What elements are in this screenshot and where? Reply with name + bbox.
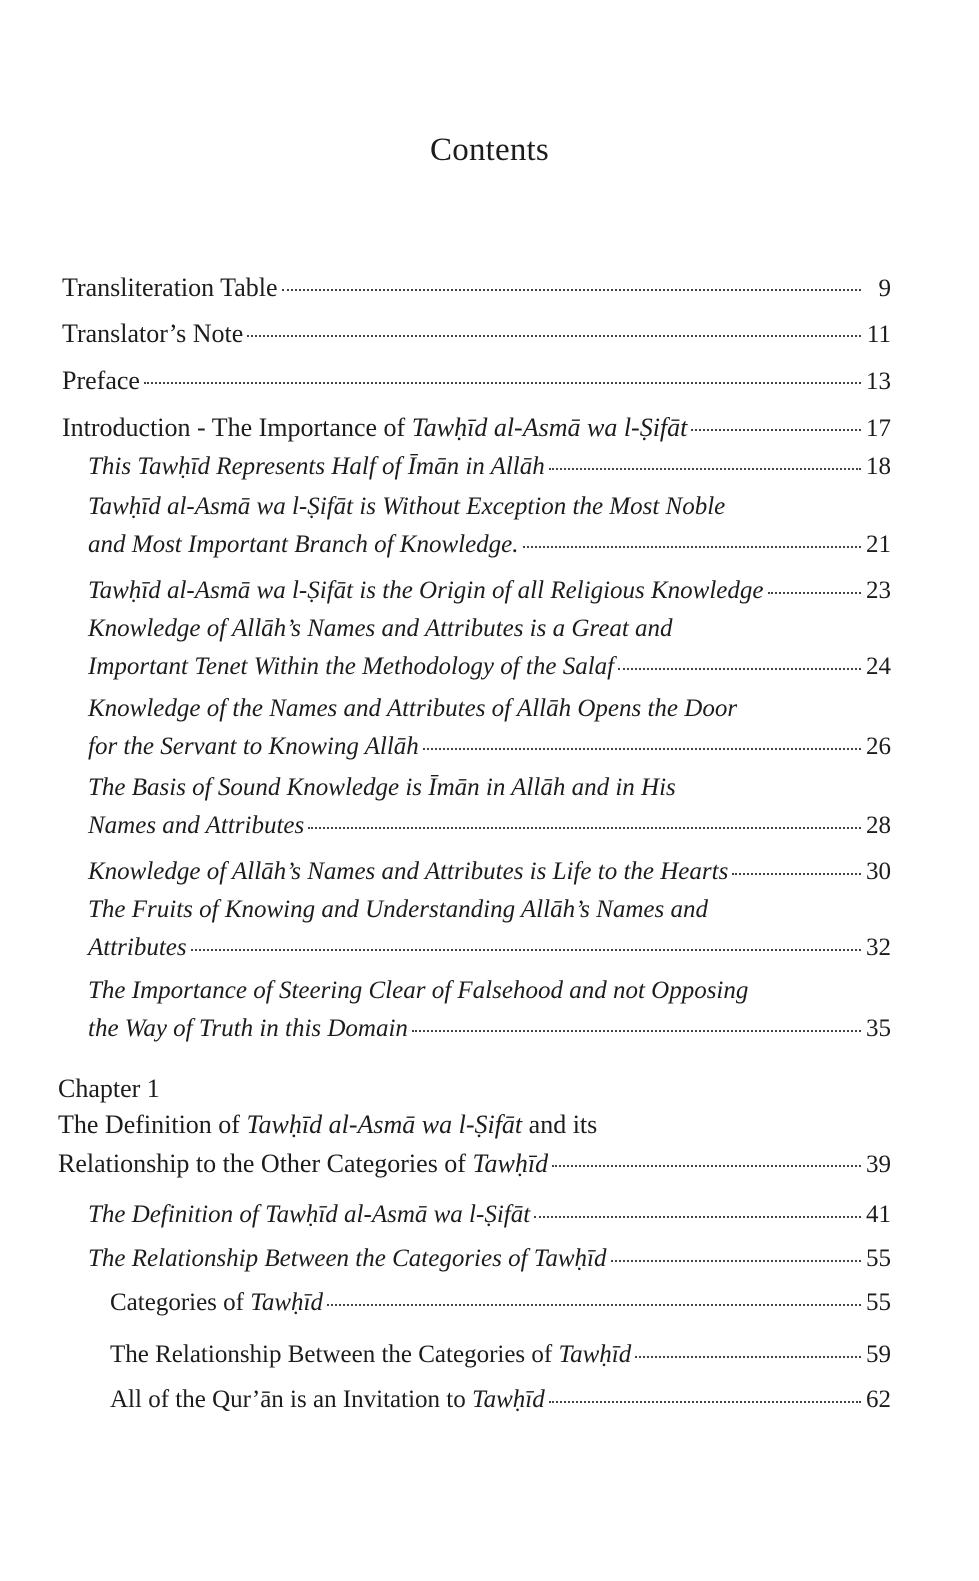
- toc-entry-label: [110, 1386, 545, 1414]
- leader-dots: [635, 1337, 861, 1362]
- toc-entry-page: 41: [866, 1201, 891, 1228]
- label-text: Categories of: [110, 1289, 251, 1316]
- toc-subentry[interactable]: [88, 493, 891, 559]
- toc-entry-page: 18: [866, 453, 891, 480]
- toc-entry-transliteration-table[interactable]: [62, 270, 891, 303]
- chapter-number: Chapter 1: [58, 1074, 160, 1103]
- label-italic-term: Tawḥīd: [472, 1149, 549, 1178]
- toc-entry-label-line1: Tawḥīd al-Asmā wa l-Ṣifāt is Without Exception the Most Noble: [88, 493, 726, 520]
- toc-entry-page: 13: [866, 368, 891, 395]
- toc-subentry[interactable]: [88, 977, 891, 1043]
- toc-entry-label-line1: Knowledge of Allāh’s Names and Attributes is a Great and: [88, 615, 673, 642]
- toc-entry-page: 59: [866, 1341, 891, 1368]
- chapter-title-line2: [58, 1149, 548, 1179]
- leader-dots: [282, 270, 861, 296]
- leader-dots: [618, 649, 861, 674]
- toc-subsubentry[interactable]: [110, 1337, 891, 1369]
- toc-entry-label: [110, 1341, 631, 1369]
- toc-entry-page: 11: [866, 321, 891, 348]
- toc-entry-page: 62: [866, 1386, 891, 1413]
- toc-subentry[interactable]: [88, 854, 891, 886]
- toc-entry-label: [62, 413, 687, 443]
- toc-entry-translators-note[interactable]: [62, 316, 891, 349]
- label-text: The Definition of: [58, 1110, 247, 1139]
- leader-dots: [191, 930, 861, 955]
- toc-subentry[interactable]: [88, 1241, 891, 1273]
- toc-subsubentry[interactable]: [110, 1382, 891, 1414]
- toc-subentry[interactable]: [88, 695, 891, 761]
- toc-entry-label: This Tawḥīd Represents Half of Īmān in Allāh: [88, 453, 545, 480]
- leader-dots: [423, 729, 861, 754]
- leader-dots: [611, 1241, 862, 1266]
- toc-entry-label-line2: Important Tenet Within the Methodology of the Salaf: [88, 653, 615, 680]
- toc-entry-page: 55: [866, 1289, 891, 1316]
- toc-entry-page: 24: [866, 653, 891, 680]
- toc-entry-label: Preface: [62, 366, 140, 395]
- leader-dots: [691, 410, 861, 436]
- toc-entry-label: The Relationship Between the Categories of Tawḥīd: [88, 1245, 607, 1272]
- toc-subentry[interactable]: [88, 573, 891, 605]
- label-italic-term: Tawḥīd: [471, 1386, 545, 1413]
- label-text: All of the Qur’ān is an Invitation to: [110, 1386, 472, 1413]
- leader-dots: [534, 1197, 861, 1222]
- chapter-title-line1: [58, 1110, 891, 1140]
- toc-entry-page: 21: [866, 531, 891, 558]
- leader-dots: [327, 1285, 861, 1310]
- toc-entry-page: 39: [866, 1151, 891, 1178]
- leader-dots: [732, 854, 861, 879]
- toc-entry-label-line2: and Most Important Branch of Knowledge.: [88, 531, 519, 558]
- label-italic-term: Tawḥīd al-Asmā wa l-Ṣifāt: [246, 1110, 523, 1139]
- leader-dots: [552, 1146, 861, 1172]
- label-text: Relationship to the Other Categories of: [58, 1149, 473, 1178]
- toc-entry-page: 23: [866, 577, 891, 604]
- leader-dots: [549, 449, 861, 474]
- toc-subentry[interactable]: [88, 896, 891, 962]
- toc-entry-label: Tawḥīd al-Asmā wa l-Ṣifāt is the Origin of all Religious Knowledge: [88, 577, 764, 604]
- toc-subentry[interactable]: [88, 615, 891, 681]
- toc-entry-label-line2: for the Servant to Knowing Allāh: [88, 733, 419, 760]
- toc-entry-introduction[interactable]: [62, 410, 891, 443]
- toc-entry-label-line2: Names and Attributes: [88, 812, 305, 839]
- toc-entry-label: Knowledge of Allāh’s Names and Attributes is Life to the Hearts: [88, 858, 729, 885]
- toc-subsubentry[interactable]: [110, 1285, 891, 1317]
- leader-dots: [308, 808, 861, 833]
- toc-subentry[interactable]: [88, 449, 891, 481]
- label-text: Introduction - The Importance of: [62, 413, 412, 442]
- label-italic-term: Tawḥīd: [250, 1289, 323, 1316]
- toc-entry-label: Translator’s Note: [62, 319, 244, 348]
- label-italic-term: Tawḥīd: [558, 1341, 632, 1368]
- toc-entry-label-line1: The Importance of Steering Clear of Falsehood and not Opposing: [88, 977, 749, 1004]
- leader-dots: [523, 527, 861, 552]
- toc-entry-label: The Definition of Tawḥīd al-Asmā wa l-Ṣifāt: [88, 1201, 531, 1228]
- toc-entry-page: 17: [866, 415, 891, 442]
- toc-entry-page: 30: [866, 858, 891, 885]
- toc-subentry[interactable]: [88, 774, 891, 840]
- leader-dots: [412, 1011, 861, 1036]
- label-italic-term: Tawḥīd al-Asmā wa l-Ṣifāt: [411, 413, 688, 442]
- toc-entry-page: 9: [878, 275, 891, 302]
- leader-dots: [549, 1382, 861, 1407]
- label-text: The Relationship Between the Categories of: [110, 1341, 559, 1368]
- leader-dots: [768, 573, 862, 598]
- toc-subentry[interactable]: [88, 1197, 891, 1229]
- page-title: Contents: [430, 132, 549, 168]
- toc-entry-page: 55: [866, 1245, 891, 1272]
- toc-entry-label: Transliteration Table: [62, 273, 278, 302]
- toc-entry-page: 32: [866, 934, 891, 961]
- toc-entry-page: 26: [866, 733, 891, 760]
- toc-entry-label-line1: Knowledge of the Names and Attributes of Allāh Opens the Door: [88, 695, 738, 722]
- toc-entry-label-line2: the Way of Truth in this Domain: [88, 1015, 408, 1042]
- toc-entry-page: 35: [866, 1015, 891, 1042]
- chapter-1-heading[interactable]: [58, 1074, 891, 1179]
- leader-dots: [247, 316, 861, 342]
- leader-dots: [144, 363, 861, 389]
- toc-entry-label-line1: The Basis of Sound Knowledge is Īmān in Allāh and in His: [88, 774, 676, 801]
- toc-entry-label-line1: The Fruits of Knowing and Understanding Allāh’s Names and: [88, 896, 708, 923]
- toc-entry-label: [110, 1289, 323, 1317]
- label-text: and its: [522, 1110, 598, 1139]
- toc-entry-preface[interactable]: [62, 363, 891, 396]
- toc-entry-label-line2: Attributes: [88, 934, 187, 961]
- toc-entry-page: 28: [866, 812, 891, 839]
